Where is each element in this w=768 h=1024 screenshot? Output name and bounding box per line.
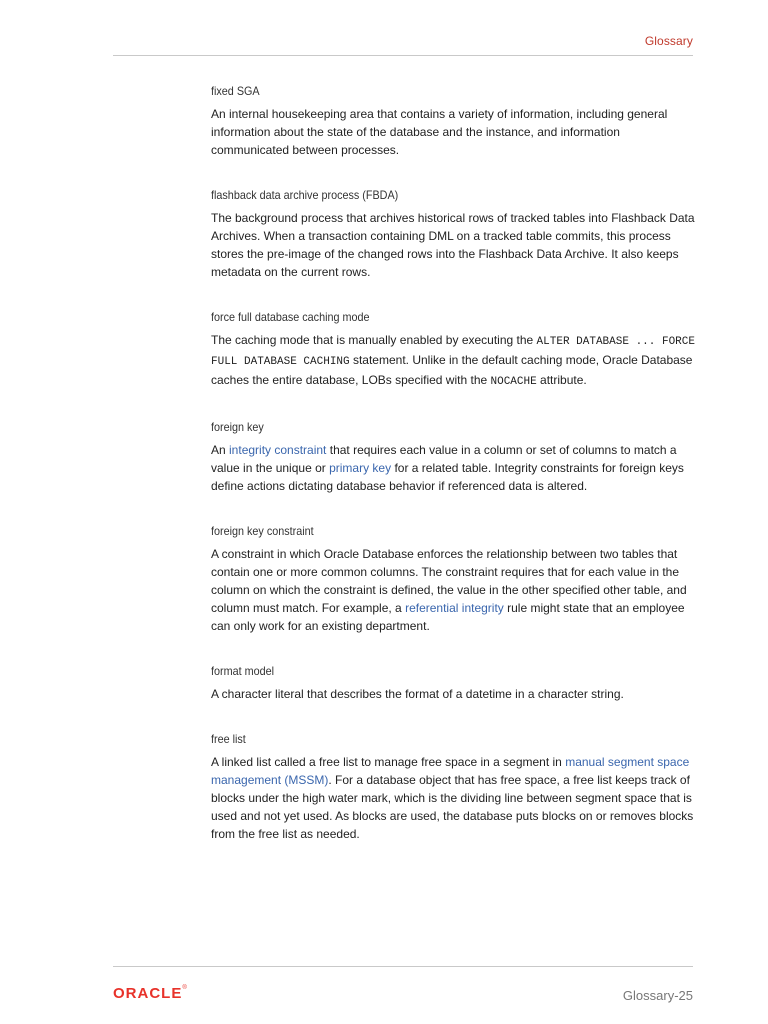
glossary-entry	[211, 188, 696, 281]
glossary-entry	[211, 420, 696, 495]
definition-text: A linked list called a free list to manage free space in a segment in	[211, 755, 566, 769]
glossary-cross-reference-link[interactable]: referential integrity	[405, 601, 504, 615]
definition-text: A constraint in which Oracle Database enforces the relationship between two tables that contain one or more common columns. The constraint requires that for each value in the column on which the constraint is defined, the value in the other specified other table, and column must match. For example, a	[211, 547, 687, 615]
glossary-term: free list	[211, 732, 246, 746]
code-literal: ALTER DATABASE ... FORCE FULL DATABASE CACHING	[211, 336, 695, 368]
glossary-term: fixed SGA	[211, 84, 260, 98]
oracle-logo-text: ORACLE	[113, 985, 183, 1002]
footer-divider	[113, 966, 693, 967]
oracle-logo	[113, 985, 188, 1002]
header-divider	[113, 55, 693, 56]
glossary-content	[211, 84, 696, 872]
glossary-term: foreign key constraint	[211, 524, 314, 538]
definition-text: The background process that archives historical rows of tracked tables into Flashback Data Archives. When a transaction containing DML on a tracked table commits, this process stores the pre-image of the changed rows into the Flashback Data Archive. It also keeps metadata on the current rows.	[211, 211, 695, 279]
glossary-entry	[211, 664, 696, 703]
glossary-entry	[211, 524, 696, 635]
code-literal: NOCACHE	[490, 376, 537, 388]
definition-text: A character literal that describes the format of a datetime in a character string.	[211, 687, 624, 701]
glossary-definition	[211, 685, 696, 703]
glossary-cross-reference-link[interactable]: manual segment space management (MSSM)	[211, 755, 690, 787]
definition-text: rule might state that an employee can only work for an existing department.	[211, 601, 685, 633]
registered-mark: ®	[182, 985, 188, 991]
definition-text: for a related table. Integrity constraints for foreign keys define actions dictating database behavior if referenced data is altered.	[211, 461, 684, 493]
glossary-definition	[211, 209, 696, 281]
definition-text: An internal housekeeping area that contains a variety of information, including general information about the state of the database and the instance, and information communicated between processes.	[211, 107, 668, 157]
header-section-title: Glossary	[644, 34, 693, 48]
definition-text: An	[211, 443, 230, 457]
definition-text: . For a database object that has free space, a free list keeps track of blocks under the high water mark, which is the dividing line between segment space that is used and not yet used. As blocks are used, the database puts blocks on or removes blocks from the free list as needed.	[211, 773, 694, 841]
glossary-cross-reference-link[interactable]: integrity constraint	[229, 443, 327, 457]
glossary-cross-reference-link[interactable]: primary key	[329, 461, 392, 475]
glossary-term: foreign key	[211, 420, 264, 434]
definition-text: that requires each value in a column or set of columns to match a value in the unique or	[211, 443, 677, 475]
glossary-entry	[211, 310, 696, 391]
definition-text: statement. Unlike in the default caching mode, Oracle Database caches the entire database, LOBs specified with the	[211, 353, 693, 387]
glossary-term: flashback data archive process (FBDA)	[211, 188, 399, 202]
glossary-definition	[211, 441, 696, 495]
glossary-definition	[211, 753, 696, 843]
glossary-definition	[211, 545, 696, 635]
glossary-definition	[211, 331, 696, 391]
glossary-entry	[211, 84, 696, 159]
glossary-term: force full database caching mode	[211, 310, 370, 324]
glossary-entry	[211, 732, 696, 843]
page-number: Glossary-25	[622, 988, 693, 1003]
definition-text: The caching mode that is manually enabled by executing the	[211, 333, 537, 347]
glossary-term: format model	[211, 664, 275, 678]
glossary-definition	[211, 105, 696, 159]
definition-text: attribute.	[536, 373, 587, 387]
